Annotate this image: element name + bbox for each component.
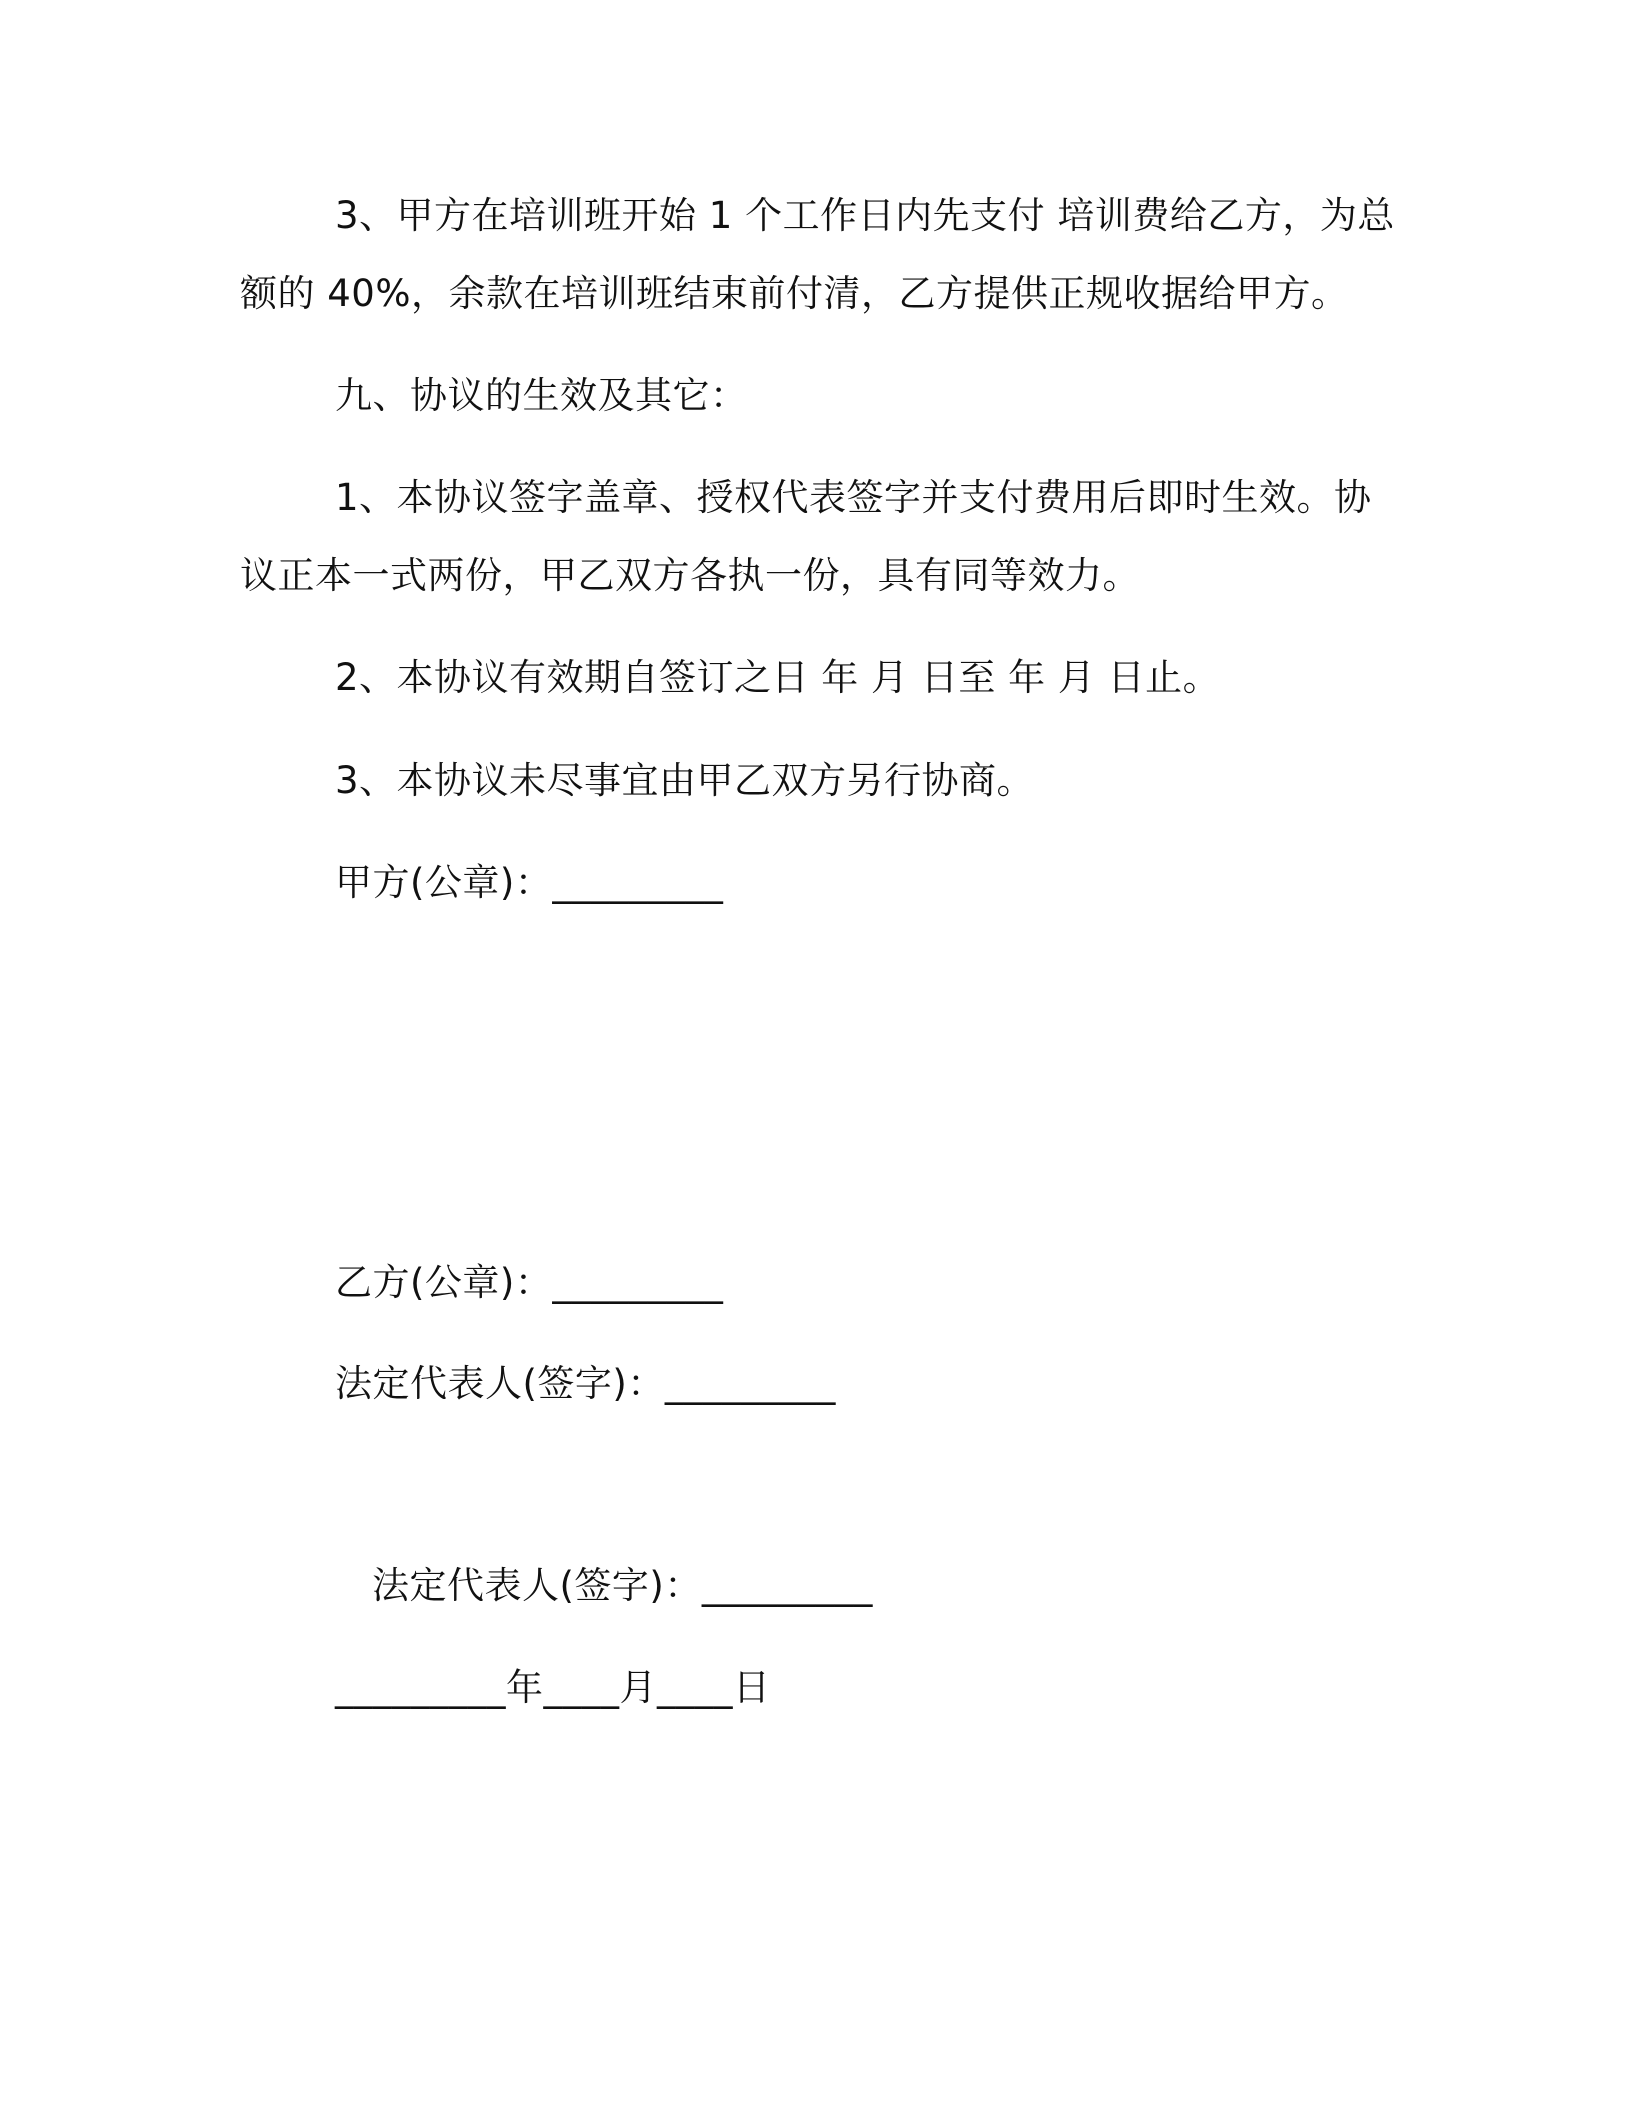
legal-representative-signature-line-1: 法定代表人(签字)：_________ (335, 1362, 836, 1405)
legal-representative-signature-line-2: 法定代表人(签字)：_________ (372, 1564, 873, 1607)
validity-clause: 2、本协议有效期自签订之日 年 月 日至 年 月 日止。 (335, 656, 1221, 699)
party-a-seal-line: 甲方(公章)：_________ (335, 861, 724, 904)
effect-clause-line-2: 议正本一式两份，甲乙双方各执一份，具有同等效力。 (240, 554, 1140, 597)
section-nine-heading: 九、协议的生效及其它： (335, 374, 748, 417)
effect-clause-line-1: 1、本协议签字盖章、授权代表签字并支付费用后即时生效。协 (335, 476, 1372, 519)
party-b-seal-line: 乙方(公章)：_________ (335, 1261, 724, 1304)
signing-date-line: _________年____月____日 (335, 1666, 771, 1709)
payment-clause-line-2: 额的 40%，余款在培训班结束前付清，乙方提供正规收据给甲方。 (240, 272, 1349, 315)
payment-clause-line-1: 3、甲方在培训班开始 1 个工作日内先支付 培训费给乙方，为总 (335, 194, 1395, 237)
other-matters-clause: 3、本协议未尽事宜由甲乙双方另行协商。 (335, 759, 1035, 802)
